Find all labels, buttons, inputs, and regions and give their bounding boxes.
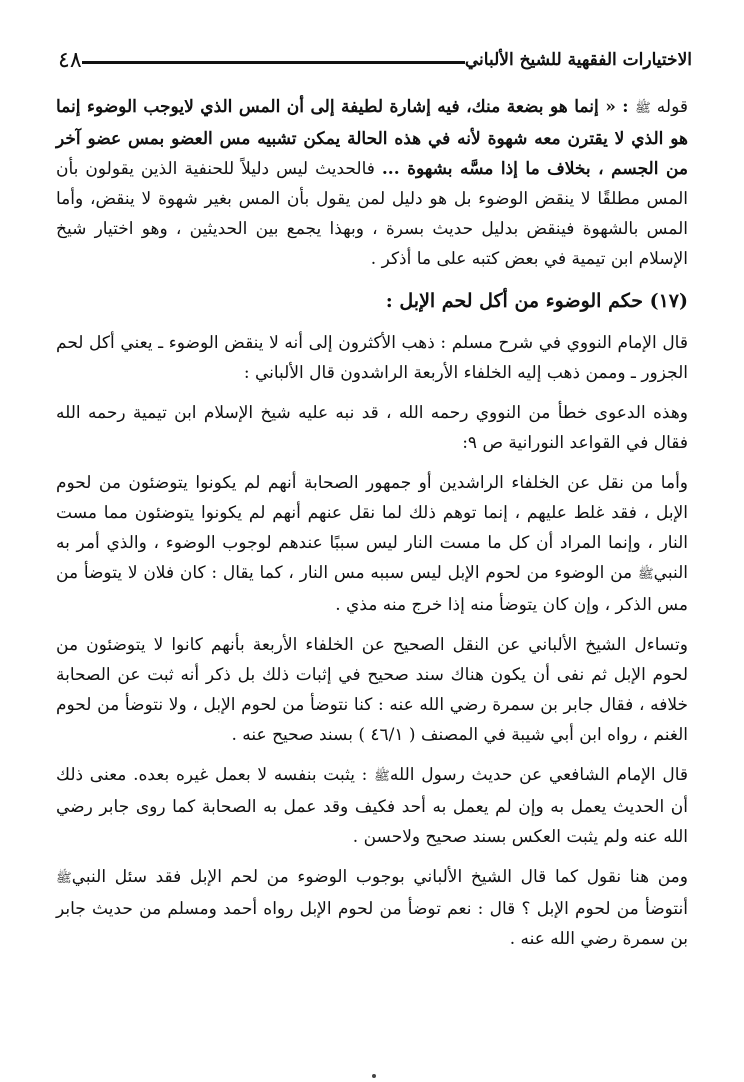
paragraph-text: ومن هنا نقول كما قال الشيخ الألباني بوجوب الوضوء من لحم الإبل فقد سئل النبي	[71, 867, 688, 887]
paragraph-shafii-quote	[56, 760, 688, 852]
paragraph-hadith-commentary	[56, 92, 688, 274]
header-rule	[82, 61, 465, 64]
paragraph-ibn-taymiyya-note: وهذه الدعوى خطأ من النووي رحمه الله ، قد نبه عليه شيخ الإسلام ابن تيمية رحمه الله فقال في القواعد النورانية ص ٩:	[56, 403, 688, 453]
paragraph-rashidun-claim	[56, 468, 688, 620]
paragraph-nawawi-quote: قال الإمام النووي في شرح مسلم : ذهب الأكثرون إلى أنه لا ينقض الوضوء ـ يعني أكل لحم الجزور ـ وممن ذهب إليه الخلفاء الأربعة الراشدون قال الألباني :	[56, 333, 688, 383]
page-body	[56, 92, 688, 964]
section-heading: (١٧) حكم الوضوء من أكل لحم الإبل :	[385, 290, 688, 312]
page-footer-dot	[372, 1074, 376, 1078]
paragraph-albani-question: وتساءل الشيخ الألباني عن النقل الصحيح عن الخلفاء الأربعة بأنهم كانوا لا يتوضئون من لحوم الإبل ثم نفى أن يكون هناك سند صحيح في إثبات ذلك بل ذكر أنه ثبت عن الصحابة خلافه ، فقال جابر بن سمرة رضي الله عنه : كنا نتوضأ من لحوم الإبل ، ولا نتوضأ من لحوم الغنم ، رواه ابن أبي شيبة في المصنف ( ٤٦/١ ) بسند صحيح عنه .	[56, 635, 688, 745]
honorific-symbol: ﷺ	[635, 101, 651, 116]
honorific-symbol: ﷺ	[56, 871, 72, 886]
honorific-symbol: ﷺ	[637, 567, 654, 582]
paragraph-text: أنتوضأ من لحوم الإبل ؟ قال : نعم توضأ من لحوم الإبل رواه أحمد ومسلم من حديث جابر بن سمرة رضي الله عنه .	[56, 899, 688, 949]
paragraph-text: فالحديث ليس دليلاً للحنفية الذين يقولون بأن المس مطلقًا لا ينقض الوضوء بل هو دليل لمن يقول بأن المس بغير شهوة لا ينقض، وأما المس بالشهوة فينقض بدليل حديث بسرة ، وبهذا يجمع بين الحديثين ، وهو اختيار شيخ الإسلام ابن تيمية في بعض كتبه على ما أذكر .	[56, 159, 688, 269]
paragraph-text: قوله	[650, 97, 688, 117]
paragraph-conclusion	[56, 862, 688, 954]
paragraph-text: من الوضوء من لحوم الإبل ليس سببه مس النار ، كما يقال : كان فلان لا يتوضأ من مس الذكر ، وإن كان يتوضأ منه إذا خرج منه مذي .	[56, 563, 688, 615]
paragraph-text: وأما من نقل عن الخلفاء الراشدين أو جمهور الصحابة أنهم لم يكونوا يتوضئون من لحوم الإبل ، فقد غلط عليهم ، إنما توهم ذلك لما نقل عنهم أنهم لم يكونوا يتوضئون مما مست النار ، وإنما المراد أن كل ما مست النار ليس سببًا عندهم لوجوب الوضوء ، والذي أمر به النبي	[56, 473, 688, 583]
honorific-symbol: ﷺ	[374, 769, 390, 784]
running-title: الاختيارات الفقهية للشيخ الألباني	[464, 50, 692, 70]
page-number: ٤٨	[58, 47, 82, 73]
paragraph-text: قال الإمام الشافعي عن حديث رسول الله	[389, 765, 688, 785]
page-header	[40, 38, 706, 82]
paragraph-text-bold: : « إنما هو بضعة منك، فيه إشارة لطيفة إلى أن المس الذي لايوجب الوضوء إنما هو الذي لا يقترن معه شهوة لأنه في هذه الحالة يمكن تشبيه مس العضو بمس عضو آخر من الجسم ، بخلاف ما إذا مسَّه بشهوة ...	[56, 97, 688, 179]
paragraph-text: : يثبت بنفسه لا بعمل غيره بعده. معنى ذلك أن الحديث يعمل به وإن لم يعمل به أحد فكيف وقد عمل به الصحابة كما روى جابر رضي الله عنه ولم يثبت العكس بسند صحيح ولاحسن .	[56, 765, 688, 847]
